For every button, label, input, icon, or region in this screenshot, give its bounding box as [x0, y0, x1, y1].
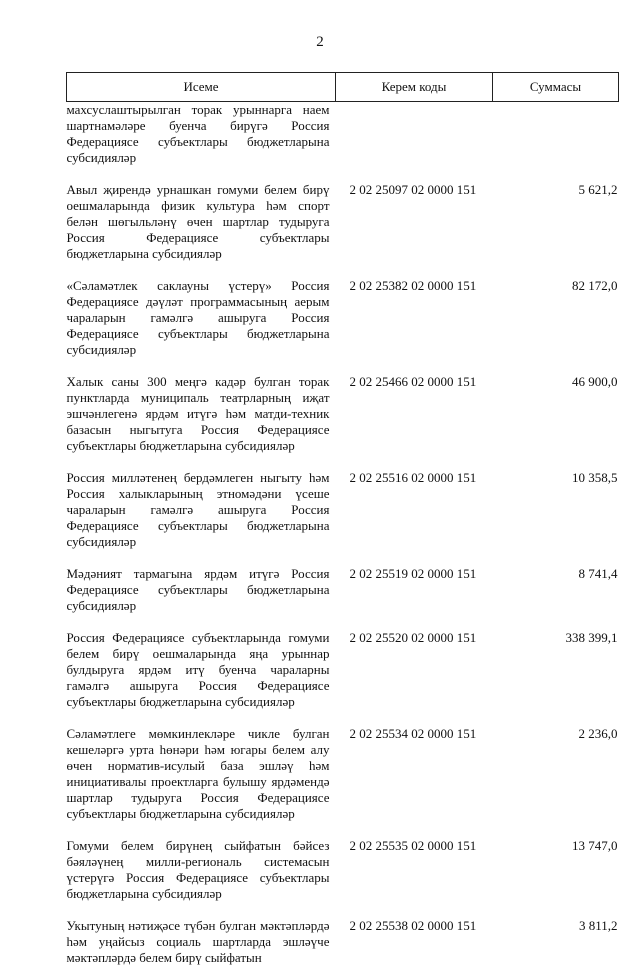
row-sum: 46 900,0	[572, 374, 618, 389]
table-row	[67, 278, 619, 374]
row-code	[336, 102, 493, 183]
row-sum: 82 172,0	[572, 278, 618, 293]
row-name: Сәламәтлеге мөмкинлекләре чикле булган кешеләргә урта һөнәри һәм югары белем алу өчен норматив-исулый база эшләү һәм инициативалы проектларга булышу ярдәмендә шартлар тудыруга Россия Федерациясе субъектлары бюджетларына субсидияләр	[66, 726, 330, 821]
table-row	[67, 374, 619, 470]
row-code: 2 02 25519 02 0000 151	[349, 566, 477, 581]
row-name: Россия милләтенең бердәмлеген ныгыту һәм Россия халыкларының этномәдәни үсеше чараларын гамәлгә ашыруга Россия Федерациясе субъектлары бюджетларына субсидияләр	[66, 470, 330, 549]
row-sum: 3 811,2	[578, 918, 618, 933]
row-code: 2 02 25534 02 0000 151	[349, 726, 477, 741]
row-code: 2 02 25538 02 0000 151	[349, 918, 477, 933]
row-name: Авыл җирендә урнашкан гомуми белем бирү оешмаларында физик культура һәм спорт белән шөгыльләнү өчен шартлар тудыруга Россия Федерациясе субъектлары бюджетларына субсидияләр	[66, 182, 330, 261]
row-name: Укытуның нәтиҗәсе түбән булган мәктәпләрдә һәм уңайсыз социаль шартларда эшләүче мәктәпләрдә белем бирү сыйфатын	[66, 918, 330, 965]
row-sum: 338 399,1	[565, 630, 618, 645]
table-header-row	[67, 73, 619, 102]
table-row	[67, 102, 619, 183]
table-row	[67, 470, 619, 566]
row-name: махсуслаштырылган торак урыннарга наем шартнамәләре буенча бирүгә Россия Федерациясе субъектлары бюджетларына субсидияләр	[66, 102, 330, 165]
row-name: Халык саны 300 меңгә кадәр булган торак пунктларда муниципаль театрларның иҗат эшчәнлегенә ярдәм итүгә һәм матди-техник базасын ныгытуга Россия Федерациясе субъектлары бюджетларына субсидияләр	[66, 374, 330, 453]
row-code: 2 02 25520 02 0000 151	[349, 630, 477, 645]
row-sum: 2 236,0	[578, 726, 618, 741]
row-code: 2 02 25516 02 0000 151	[349, 470, 477, 485]
row-code: 2 02 25382 02 0000 151	[349, 278, 477, 293]
row-name: Гомуми белем бирүнең сыйфатын бәйсез бәяләүнең милли-региональ системасын үстерүгә Россия Федерациясе субъектлары бюджетларына субсидияләр	[66, 838, 330, 901]
table-row	[67, 630, 619, 726]
column-header-sum: Суммасы	[493, 73, 619, 102]
table-row	[67, 566, 619, 630]
row-code: 2 02 25097 02 0000 151	[349, 182, 477, 197]
table-row	[67, 838, 619, 918]
row-sum: 5 621,2	[578, 182, 618, 197]
table-row	[67, 918, 619, 966]
column-header-name: Исеме	[67, 73, 336, 102]
row-sum	[493, 102, 619, 183]
row-sum: 10 358,5	[572, 470, 618, 485]
row-sum: 13 747,0	[572, 838, 618, 853]
table-row	[67, 182, 619, 278]
budget-table	[66, 72, 619, 966]
page-number: 2	[316, 34, 324, 50]
column-header-code: Керем коды	[336, 73, 493, 102]
row-code: 2 02 25535 02 0000 151	[349, 838, 477, 853]
row-code: 2 02 25466 02 0000 151	[349, 374, 477, 389]
row-name: Россия Федерациясе субъектларында гомуми белем бирү оешмаларында яңа урыннар булдыруга ярдәм итү буенча чараларны гамәлгә ашыруга Россия Федерациясе субъектлары бюджетларына субсидияләр	[66, 630, 330, 709]
row-name: «Сәламәтлек саклауны үстерү» Россия Федерациясе дәүләт программасының аерым чараларын гамәлгә ашыруга Россия Федерациясе субъектлары бюджетларына субсидияләр	[66, 278, 330, 357]
row-name: Мәдәният тармагына ярдәм итүгә Россия Федерациясе субъектлары бюджетларына субсидияләр	[66, 566, 330, 613]
table-row	[67, 726, 619, 838]
row-sum: 8 741,4	[578, 566, 618, 581]
